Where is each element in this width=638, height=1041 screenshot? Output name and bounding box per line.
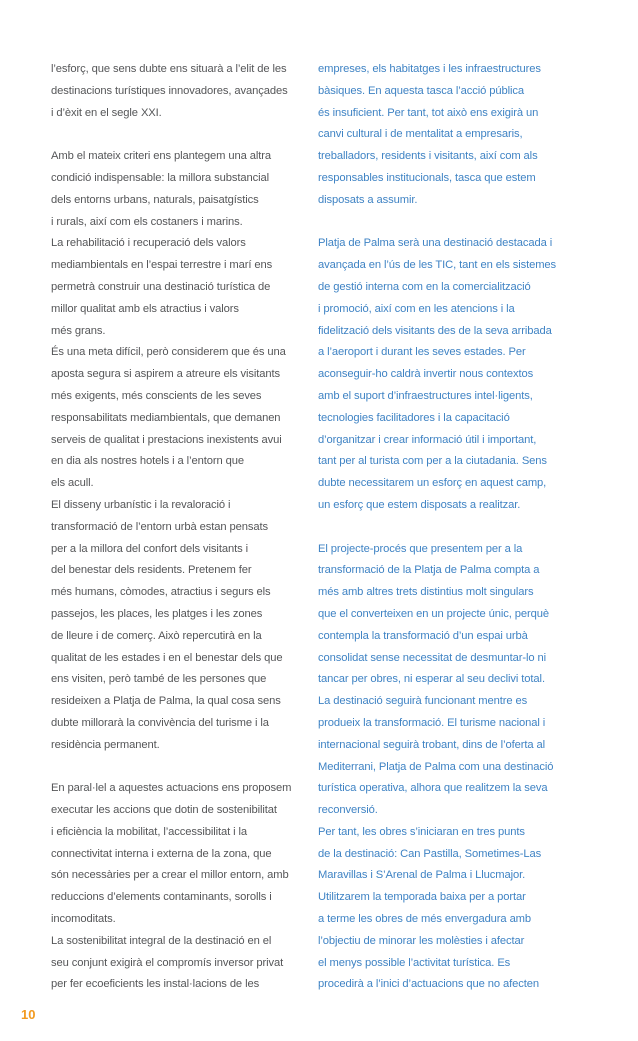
text-line: responsables institucionals, tasca que estem <box>318 171 536 184</box>
text-line: i rurals, així com els costaners i marins. <box>51 215 243 228</box>
text-line: a l’aeroport i durant les seves estades. Per <box>318 346 526 359</box>
text-line: els acull. <box>51 477 94 490</box>
text-line: destinacions turístiques innovadores, avançades <box>51 84 288 97</box>
text-line: resideixen a Platja de Palma, la qual cosa sens <box>51 695 281 708</box>
paragraph-gap <box>51 757 296 779</box>
text-line: més humans, còmodes, atractius i segurs els <box>51 586 271 599</box>
text-line: turística operativa, alhora que realitzem la seva <box>318 782 548 795</box>
text-line: és insuficient. Per tant, tot això ens exigirà un <box>318 106 539 119</box>
text-line: per a la millora del confort dels visitants i <box>51 542 248 555</box>
text-line: i eficiència la mobilitat, l’accessibilitat i la <box>51 825 248 838</box>
text-line: aconseguir-ho caldrà invertir nous contextos <box>318 368 534 381</box>
text-line: seu conjunt exigirà el compromís inversor privat <box>51 956 284 969</box>
text-line: connectivitat interna i externa de la zona, que <box>51 847 272 860</box>
text-line: És una meta difícil, però considerem que és una <box>51 346 286 359</box>
paragraph-gap <box>318 212 588 234</box>
text-line: el menys possible l’activitat turística. Es <box>318 956 511 969</box>
text-line: i promoció, així com en les atencions i la <box>318 302 515 315</box>
text-line: ens visiten, però també de les persones que <box>51 673 267 686</box>
text-line: disposats a assumir. <box>318 193 418 206</box>
text-line: passejos, les places, les platges i les zones <box>51 607 263 620</box>
text-line: dels entorns urbans, naturals, paisatgístics <box>51 193 259 206</box>
text-line: l’esforç, que sens dubte ens situarà a l’elit de les <box>51 63 287 75</box>
text-line: aposta segura si aspirem a atreure els visitants <box>51 368 281 381</box>
text-line: Per tant, les obres s’iniciaran en tres punts <box>318 825 525 838</box>
text-line: més amb altres trets distintius molt singulars <box>318 586 534 599</box>
text-line: l’objectiu de minorar les molèsties i afectar <box>318 934 525 947</box>
text-line: incomoditats. <box>51 913 116 926</box>
text-line: qualitat de les estades i en el benestar dels que <box>51 651 283 664</box>
text-line: Mediterrani, Platja de Palma com una destinació <box>318 760 554 773</box>
left-text-column <box>51 59 296 996</box>
text-line: canvi cultural i de mentalitat a empresaris, <box>318 128 523 141</box>
text-line: del benestar dels residents. Pretenem fer <box>51 564 252 577</box>
text-line: responsabilitats mediambientals, que demanen <box>51 411 281 424</box>
text-line: produeix la transformació. El turisme nacional i <box>318 716 546 729</box>
text-line: dubte necessitarem un esforç en aquest camp, <box>318 477 547 490</box>
text-line: un esforç que estem disposats a realitzar. <box>318 498 521 511</box>
text-line: reduccions d’elements contaminants, sorolls i <box>51 891 272 904</box>
text-line: Utilitzarem la temporada baixa per a portar <box>318 891 526 904</box>
text-line: i d’èxit en el segle XXI. <box>51 106 162 119</box>
page-number: 10 <box>21 1007 36 1022</box>
text-line: Amb el mateix criteri ens plantegem una altra <box>51 150 271 163</box>
text-line: treballadors, residents i visitants, així com als <box>318 150 538 163</box>
text-line: serveis de qualitat i prestacions inexistents avui <box>51 433 282 446</box>
text-line: La sostenibilitat integral de la destinació en el <box>51 934 272 947</box>
right-text-column <box>318 59 588 996</box>
text-line: El projecte-procés que presentem per a la <box>318 542 523 555</box>
text-line: La rehabilitació i recuperació dels valors <box>51 237 246 250</box>
text-line: procedirà a l’inici d’actuacions que no afecten <box>318 978 540 991</box>
text-line: tant per al turista com per a la ciutadania. Sens <box>318 455 547 468</box>
paragraph-gap <box>318 517 588 539</box>
text-line: residència permanent. <box>51 738 160 751</box>
text-line: permetrà construir una destinació turística de <box>51 280 271 293</box>
text-line: tancar per obres, ni esperar al seu declivi total. <box>318 673 545 686</box>
text-line: Platja de Palma serà una destinació destacada i <box>318 237 553 250</box>
text-line: que el converteixen en un projecte únic, perquè <box>318 607 550 620</box>
text-line: més grans. <box>51 324 106 337</box>
text-line: amb el suport d’infraestructures intel·ligents, <box>318 389 533 402</box>
text-line: mediambientals en l’espai terrestre i marí ens <box>51 259 273 272</box>
text-line: contempla la transformació d’un espai urbà <box>318 629 528 642</box>
text-line: El disseny urbanístic i la revaloració i <box>51 498 231 511</box>
text-line: La destinació seguirà funcionant mentre es <box>318 695 528 708</box>
text-line: fidelització dels visitants des de la seva arribada <box>318 324 552 337</box>
text-line: executar les accions que dotin de sostenibilitat <box>51 804 277 817</box>
text-line: més exigents, més conscients de les seves <box>51 389 262 402</box>
text-line: condició indispensable: la millora substancial <box>51 171 270 184</box>
paragraph-gap <box>51 124 296 146</box>
text-line: de lleure i de comerç. Això repercutirà en la <box>51 629 262 642</box>
text-line: En paral·lel a aquestes actuacions ens proposem <box>51 782 292 795</box>
text-line: en dia als nostres hotels i a l’entorn que <box>51 455 244 468</box>
text-line: internacional seguirà trobant, dins de l’oferta al <box>318 738 545 751</box>
text-line: empreses, els habitatges i les infraestructures <box>318 63 541 75</box>
text-line: reconversió. <box>318 804 378 817</box>
text-line: d’organitzar i crear informació útil i important, <box>318 433 537 446</box>
text-line: per fer ecoeficients les instal·lacions de les <box>51 978 260 991</box>
text-line: de gestió interna com en la comercialització <box>318 280 531 293</box>
text-line: millor qualitat amb els atractius i valors <box>51 302 239 315</box>
text-line: dubte millorarà la convivència del turisme i la <box>51 716 269 729</box>
text-line: transformació de l’entorn urbà estan pensats <box>51 520 268 533</box>
text-line: consolidat sense necessitat de desmuntar-lo ni <box>318 651 546 664</box>
text-line: a terme les obres de més envergadura amb <box>318 913 532 926</box>
text-line: són necessàries per a crear el millor entorn, amb <box>51 869 289 882</box>
text-line: Maravillas i S’Arenal de Palma i Llucmajor. <box>318 869 526 882</box>
text-line: avançada en l’ús de les TIC, tant en els sistemes <box>318 259 557 272</box>
text-line: de la destinació: Can Pastilla, Sometimes-Las <box>318 847 542 860</box>
text-line: transformació de la Platja de Palma compta a <box>318 564 540 577</box>
text-line: tecnologies facilitadores i la capacitació <box>318 411 510 424</box>
text-line: bàsiques. En aquesta tasca l’acció pública <box>318 84 525 97</box>
